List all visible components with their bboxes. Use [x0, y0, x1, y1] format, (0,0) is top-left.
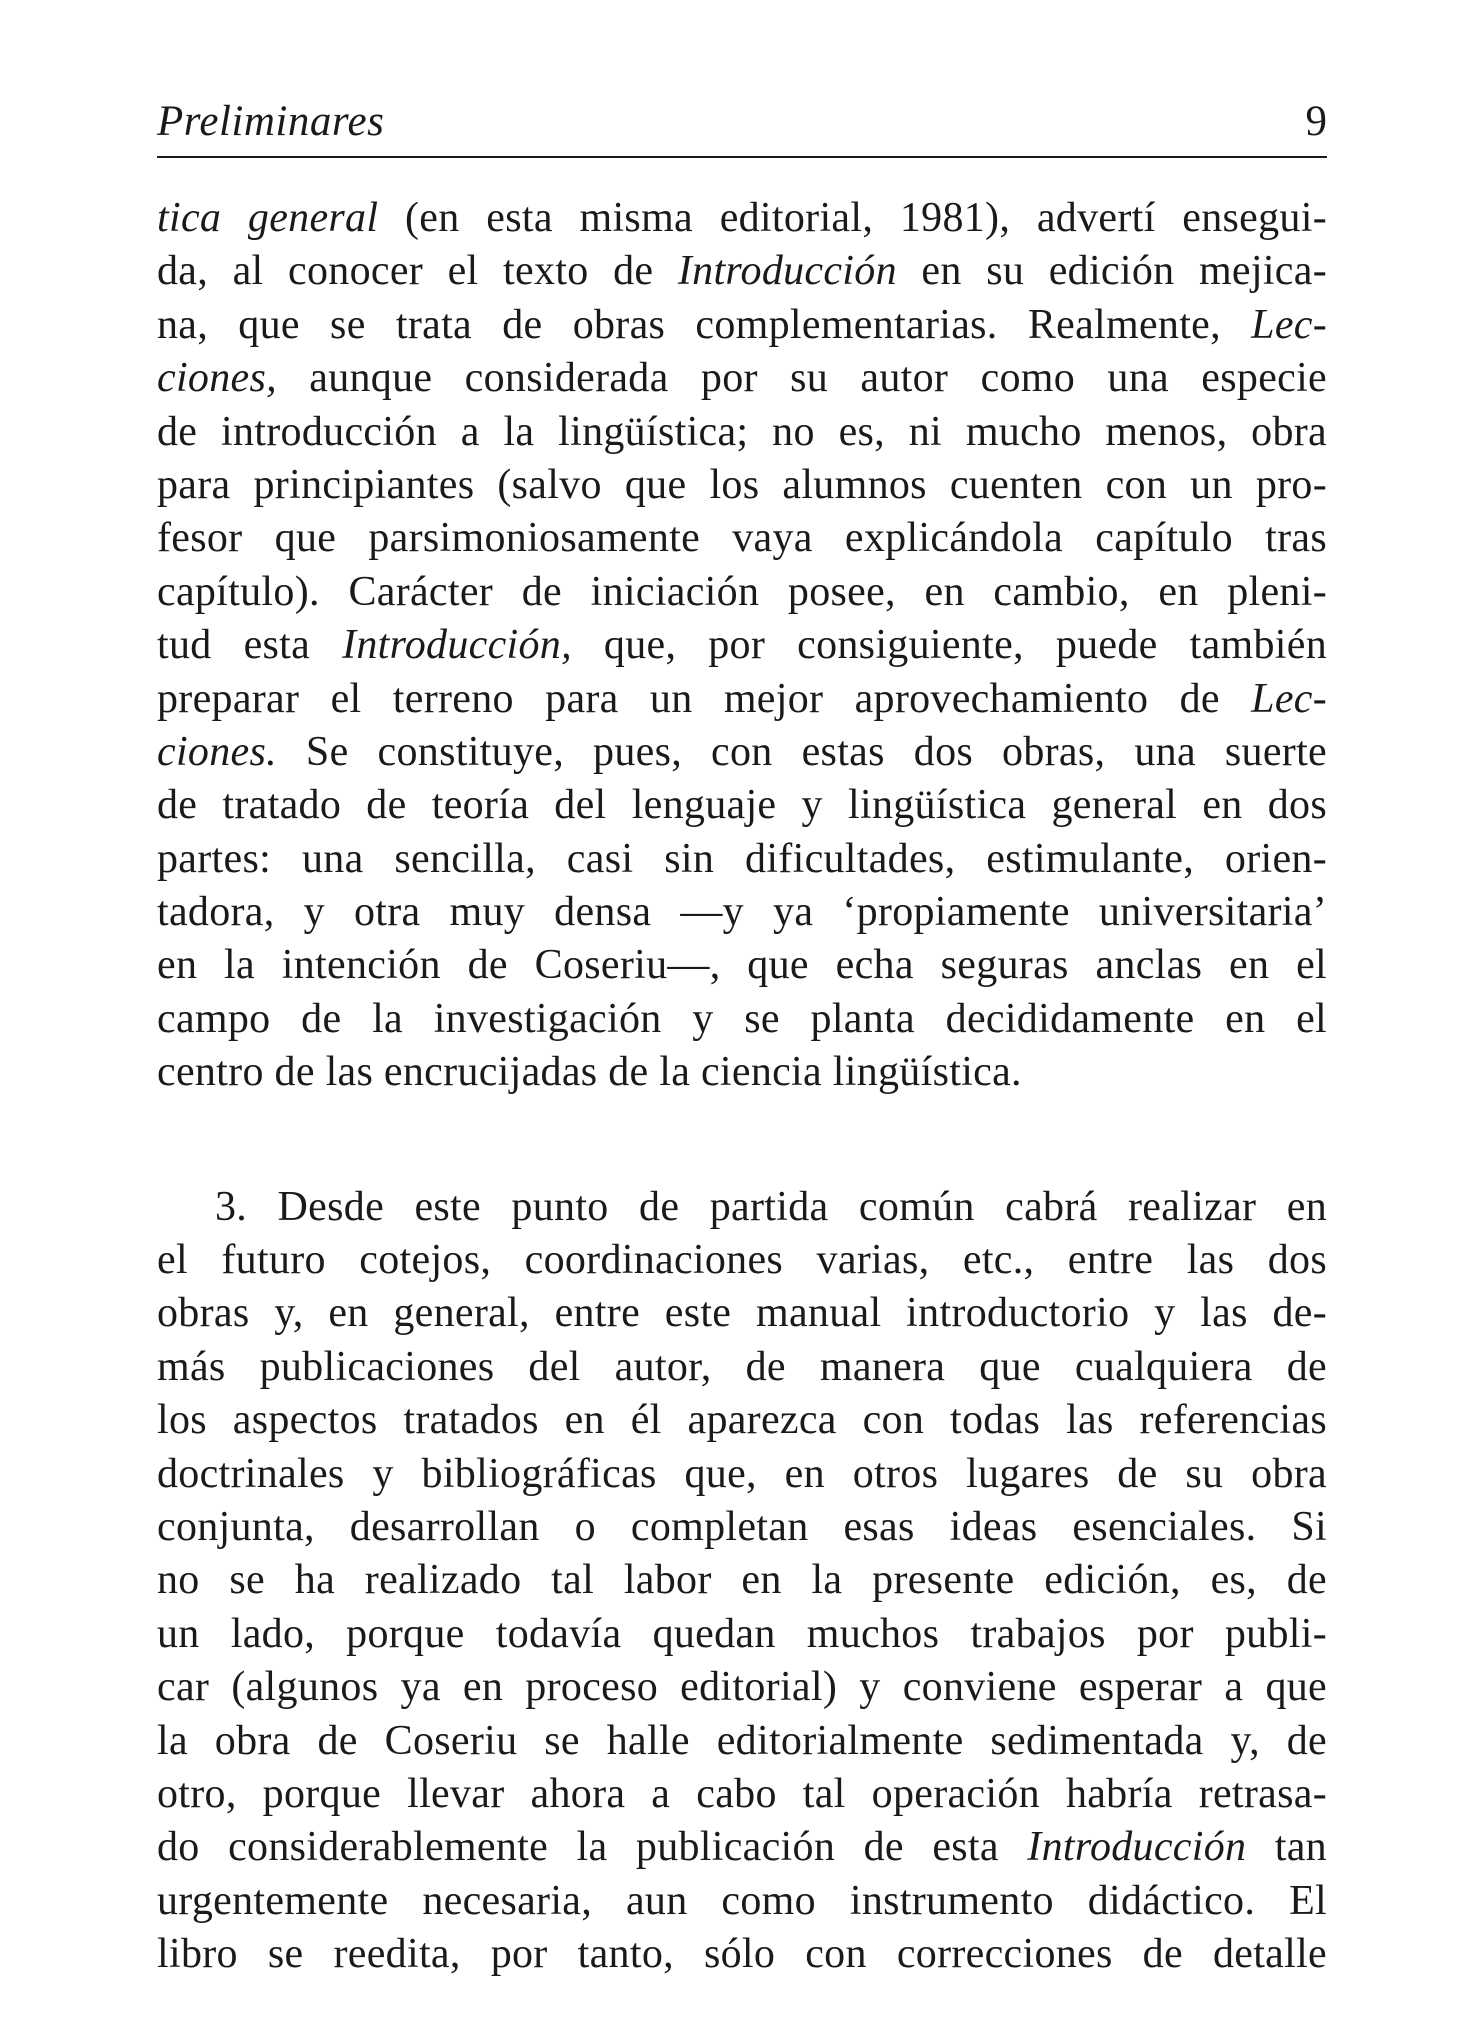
text-run: car (algunos ya en proceso editorial) y conviene esperar a que: [157, 1664, 1327, 1711]
text-line: [157, 1287, 1327, 1340]
text-line: [157, 406, 1327, 459]
italic-run: Introducción: [677, 248, 897, 295]
text-line: [157, 833, 1327, 886]
italic-run: Lec-: [1251, 675, 1327, 722]
text-line: [157, 512, 1327, 565]
text-line: [157, 1501, 1327, 1554]
text-run: en la intención de Coseriu—, que echa seguras anclas en el: [157, 942, 1327, 989]
text-line: [157, 1394, 1327, 1447]
italic-run: Introducción,: [342, 622, 572, 669]
text-line: [157, 1715, 1327, 1768]
running-head: [157, 92, 1327, 152]
text-run: el futuro cotejos, coordinaciones varias, etc., entre las dos: [157, 1237, 1327, 1284]
text-run: da, al conocer el texto de: [157, 248, 678, 295]
text-line: [157, 1821, 1327, 1874]
paragraph-2: [157, 1181, 1327, 1982]
text-run: la obra de Coseriu se halle editorialmente sedimentada y, de: [157, 1717, 1327, 1764]
text-run: de tratado de teoría del lenguaje y lingüística general en dos: [157, 782, 1327, 829]
text-run: 3. Desde este punto de partida común cabrá realizar en: [215, 1183, 1327, 1230]
text-line: [157, 619, 1327, 672]
text-line: [157, 1661, 1327, 1714]
text-run: no se ha realizado tal labor en la presente edición, es, de: [157, 1557, 1327, 1604]
text-line: [157, 245, 1327, 298]
text-line: [157, 673, 1327, 726]
text-run: de introducción a la lingüística; no es, ni mucho menos, obra: [157, 408, 1327, 455]
text-run: tadora, y otra muy densa —y ya ‘propiamente universitaria’: [157, 889, 1327, 936]
text-run: conjunta, desarrollan o completan esas ideas esenciales. Si: [157, 1503, 1327, 1550]
page-number: 9: [1305, 98, 1327, 145]
text-run: campo de la investigación y se planta decididamente en el: [157, 995, 1327, 1042]
text-line: [157, 459, 1327, 512]
text-run: aunque considerada por su autor como una especie: [276, 355, 1327, 402]
text-run: los aspectos tratados en él aparezca con todas las referencias: [157, 1397, 1327, 1444]
text-line: [157, 1448, 1327, 1501]
text-line: [157, 886, 1327, 939]
text-run: (en esta misma editorial, 1981), advertí ensegui-: [378, 195, 1327, 241]
text-line: [157, 1046, 1327, 1099]
text-line: [157, 1928, 1327, 1981]
text-line: [157, 1181, 1327, 1234]
text-run: tan: [1246, 1824, 1327, 1871]
italic-run: Introducción: [1027, 1824, 1247, 1871]
text-line: [157, 1875, 1327, 1928]
text-run: obras y, en general, entre este manual introductorio y las de-: [157, 1290, 1327, 1337]
italic-run: tica general: [157, 195, 379, 241]
text-run: Se constituye, pues, con estas dos obras, una suerte: [276, 728, 1327, 775]
text-line: [157, 1234, 1327, 1287]
text-line: [157, 1341, 1327, 1394]
text-run: na, que se trata de obras complementarias. Realmente,: [157, 301, 1252, 348]
text-run: más publicaciones del autor, de manera que cualquiera de: [157, 1343, 1327, 1390]
paragraph-1: [157, 192, 1327, 1100]
running-title: Preliminares: [157, 98, 385, 145]
text-run: para principiantes (salvo que los alumnos cuenten con un pro-: [157, 461, 1327, 508]
italic-run: Lec-: [1251, 301, 1327, 348]
text-line: [157, 939, 1327, 992]
text-run: capítulo). Carácter de iniciación posee, en cambio, en pleni-: [157, 568, 1327, 615]
text-line: [157, 352, 1327, 405]
text-run: fesor que parsimoniosamente vaya explicándola capítulo tras: [157, 515, 1327, 562]
text-line: [157, 299, 1327, 352]
italic-run: ciones.: [157, 728, 277, 775]
text-run: libro se reedita, por tanto, sólo con correcciones de detalle: [157, 1931, 1327, 1978]
text-run: partes: una sencilla, casi sin dificultades, estimulante, orien-: [157, 835, 1327, 882]
text-run: otro, porque llevar ahora a cabo tal operación habría retrasa-: [157, 1770, 1327, 1817]
text-run: do considerablemente la publicación de esta: [157, 1824, 1028, 1871]
text-run: un lado, porque todavía quedan muchos trabajos por publi-: [157, 1610, 1327, 1657]
text-run: preparar el terreno para un mejor aprovechamiento de: [157, 675, 1252, 722]
body-text: [157, 192, 1327, 1982]
text-run: urgentemente necesaria, aun como instrumento didáctico. El: [157, 1877, 1327, 1924]
text-line: [157, 993, 1327, 1046]
text-run: centro de las encrucijadas de la ciencia lingüística.: [157, 1049, 1022, 1096]
text-line: [157, 779, 1327, 832]
text-line: [157, 1554, 1327, 1607]
text-line: [157, 192, 1327, 245]
text-run: que, por consiguiente, puede también: [571, 622, 1328, 669]
text-run: en su edición mejica-: [896, 248, 1327, 295]
text-line: [157, 566, 1327, 619]
text-run: tud esta: [157, 622, 343, 669]
text-line: [157, 1608, 1327, 1661]
text-line: [157, 726, 1327, 779]
italic-run: ciones,: [157, 355, 277, 402]
paragraph-gap: [157, 1100, 1327, 1181]
text-run: doctrinales y bibliográficas que, en otros lugares de su obra: [157, 1450, 1327, 1497]
text-line: [157, 1768, 1327, 1821]
header-rule: [157, 156, 1327, 158]
